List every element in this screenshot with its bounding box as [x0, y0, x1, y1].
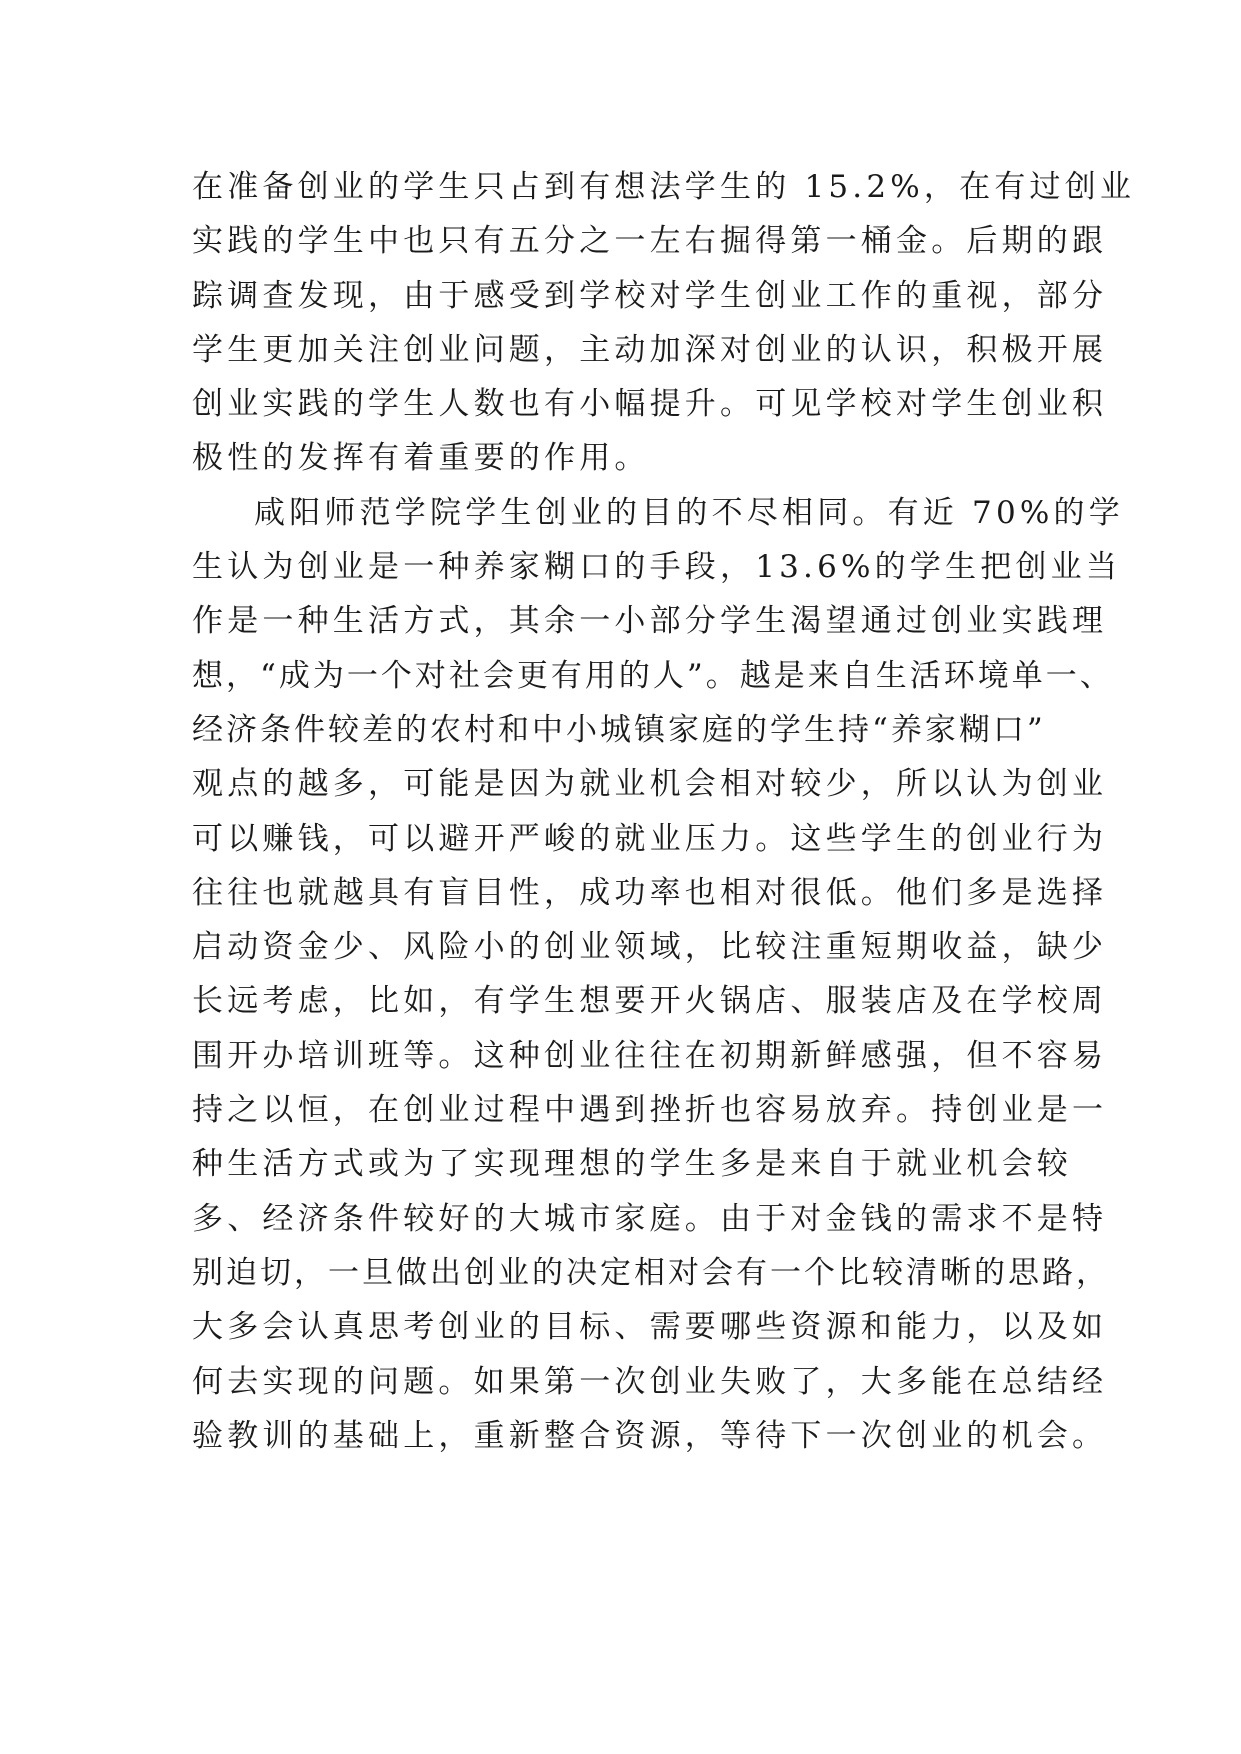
- body-text: [192, 160, 1136, 1463]
- text-line: 多、经济条件较好的大城市家庭。由于对金钱的需求不是特: [192, 1200, 1108, 1237]
- text-line: 可以赚钱，可以避开严峻的就业压力。这些学生的创业行为: [192, 820, 1108, 857]
- paragraph-2: [192, 486, 1124, 1463]
- text-line: 围开办培训班等。这种创业往往在初期新鲜感强，但不容易: [192, 1037, 1108, 1074]
- text-line: 学生更加关注创业问题，主动加深对创业的认识，积极开展: [192, 331, 1108, 368]
- text-line: 经济条件较差的农村和中小城镇家庭的学生持“养家糊口”: [192, 711, 1046, 748]
- text-line: 观点的越多，可能是因为就业机会相对较少，所以认为创业: [192, 766, 1108, 803]
- text-line: 踪调查发现，由于感受到学校对学生创业工作的重视，部分: [192, 277, 1108, 314]
- text-line: 生认为创业是一种养家糊口的手段，13.6%的学生把创业当: [192, 549, 1122, 586]
- text-line: 在准备创业的学生只占到有想法学生的 15.2%，在有过创业: [192, 169, 1136, 205]
- text-line: 往往也就越具有盲目性，成功率也相对很低。他们多是选择: [192, 874, 1108, 911]
- text-line: 想，“成为一个对社会更有用的人”。越是来自生活环境单一、: [192, 657, 1114, 694]
- text-line: 长远考虑，比如，有学生想要开火锅店、服装店及在学校周: [192, 983, 1108, 1020]
- text-line: 实践的学生中也只有五分之一左右掘得第一桶金。后期的跟: [192, 223, 1108, 260]
- text-line: 大多会认真思考创业的目标、需要哪些资源和能力，以及如: [192, 1309, 1108, 1346]
- text-line: 创业实践的学生人数也有小幅提升。可见学校对学生创业积: [192, 386, 1108, 423]
- text-line: 咸阳师范学院学生创业的目的不尽相同。有近 70%的学: [254, 494, 1124, 531]
- text-line: 验教训的基础上，重新整合资源，等待下一次创业的机会。: [192, 1417, 1108, 1454]
- text-line: 启动资金少、风险小的创业领域，比较注重短期收益，缺少: [192, 929, 1108, 966]
- text-line: 持之以恒，在创业过程中遇到挫折也容易放弃。持创业是一: [192, 1092, 1108, 1129]
- text-line: 别迫切，一旦做出创业的决定相对会有一个比较清晰的思路，: [192, 1254, 1110, 1291]
- text-line: 极性的发挥有着重要的作用。: [192, 440, 650, 477]
- text-line: 种生活方式或为了实现理想的学生多是来自于就业机会较: [192, 1146, 1072, 1183]
- paragraph-1: [192, 160, 1136, 486]
- text-line: 作是一种生活方式，其余一小部分学生渴望通过创业实践理: [192, 603, 1108, 640]
- text-line: 何去实现的问题。如果第一次创业失败了，大多能在总结经: [192, 1363, 1108, 1400]
